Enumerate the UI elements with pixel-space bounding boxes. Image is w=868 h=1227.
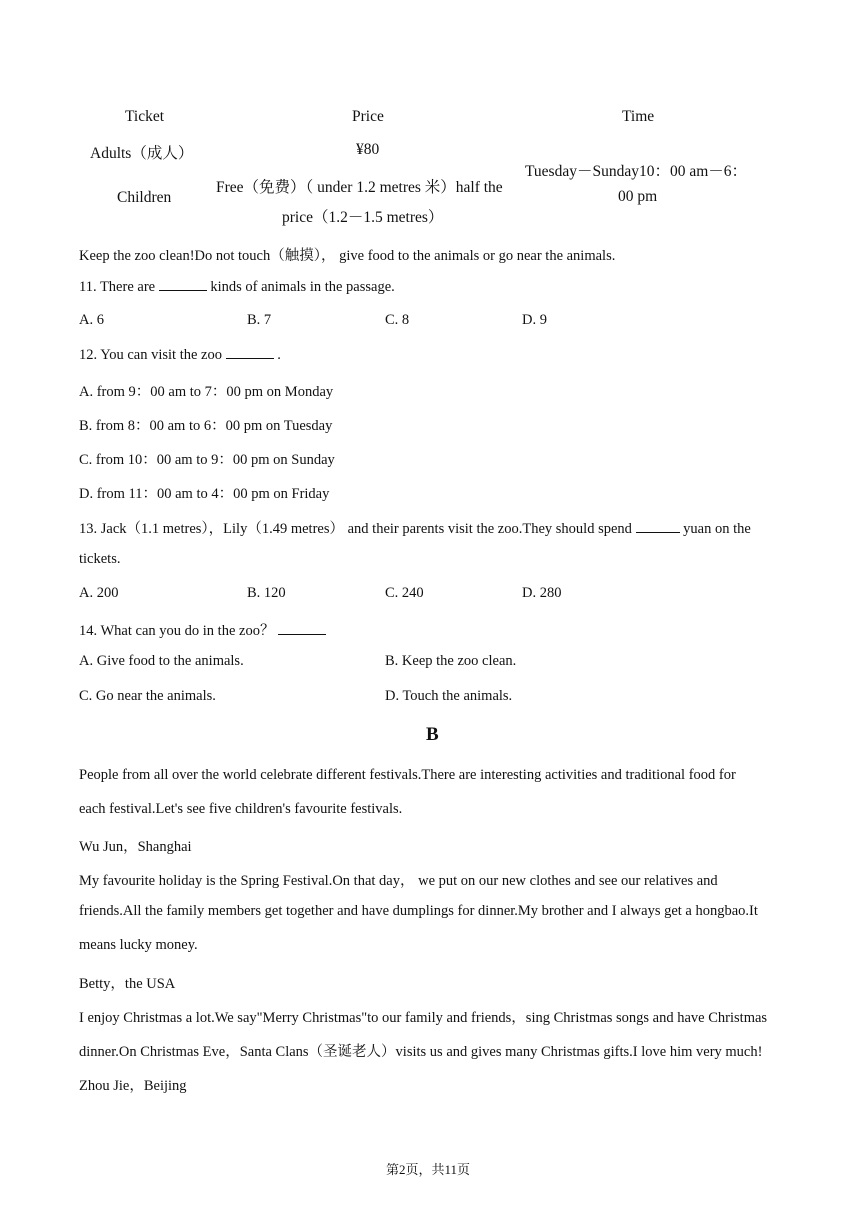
q12-stem-after: . bbox=[277, 347, 281, 363]
section-heading: B bbox=[426, 724, 439, 745]
q13-stem-before: 13. Jack（1.1 metres），Lily（1.49 metres） and their parents visit the zoo.They should spend bbox=[79, 521, 632, 537]
speaker-wu-jun: Wu Jun，Shanghai bbox=[79, 839, 192, 855]
question-13 bbox=[79, 517, 751, 538]
page-number: 第2页，共11页 bbox=[386, 1162, 471, 1177]
answer-blank bbox=[278, 622, 326, 635]
header-time: Time bbox=[622, 108, 655, 125]
intro-line1: People from all over the world celebrate different festivals.There are interesting activities and traditional food for bbox=[79, 767, 736, 783]
children-price-line1: Free（免费）（ under 1.2 metres 米）half the bbox=[216, 179, 503, 196]
q13-option-b: B. 120 bbox=[247, 585, 286, 601]
q12-option-c: C. from 10：00 am to 9：00 pm on Sunday bbox=[79, 452, 335, 468]
betty-line1: I enjoy Christmas a lot.We say"Merry Christmas"to our family and friends，sing Christmas songs and have Christmas bbox=[79, 1010, 768, 1026]
answer-blank bbox=[636, 520, 680, 533]
question-12 bbox=[79, 346, 281, 364]
q12-option-a: A. from 9：00 am to 7：00 pm on Monday bbox=[79, 384, 334, 400]
q11-option-d: D. 9 bbox=[522, 312, 547, 328]
q11-option-b: B. 7 bbox=[247, 312, 272, 328]
q14-option-d: D. Touch the animals. bbox=[385, 688, 513, 704]
header-ticket: Ticket bbox=[125, 108, 165, 125]
wu-line1: My favourite holiday is the Spring Festival.On that day， we put on our new clothes and see our relatives and bbox=[79, 873, 718, 889]
betty-line2: dinner.On Christmas Eve，Santa Clans（圣诞老人）visits us and gives many Christmas gifts.I love him very much! bbox=[79, 1044, 763, 1060]
q13-stem-line2: tickets. bbox=[79, 551, 121, 567]
answer-blank bbox=[159, 278, 207, 291]
q11-option-c: C. 8 bbox=[385, 312, 410, 328]
q14-option-c: C. Go near the animals. bbox=[79, 688, 216, 704]
q13-option-a: A. 200 bbox=[79, 585, 119, 601]
children-label: Children bbox=[117, 189, 172, 206]
q13-option-c: C. 240 bbox=[385, 585, 424, 601]
adults-price: ¥80 bbox=[356, 141, 380, 158]
q13-stem-after: yuan on the bbox=[683, 521, 751, 537]
zoo-rules: Keep the zoo clean!Do not touch（触摸）， give food to the animals or go near the animals. bbox=[79, 248, 616, 264]
question-14 bbox=[79, 619, 326, 640]
speaker-zhou-jie: Zhou Jie，Beijing bbox=[79, 1078, 187, 1094]
q14-stem: 14. What can you do in the zoo？ bbox=[79, 623, 275, 639]
q13-option-d: D. 280 bbox=[522, 585, 562, 601]
header-price: Price bbox=[352, 108, 384, 125]
wu-line3: means lucky money. bbox=[79, 937, 198, 953]
speaker-betty: Betty，the USA bbox=[79, 976, 176, 992]
answer-blank bbox=[226, 346, 274, 359]
q11-stem-before: 11. There are bbox=[79, 279, 156, 295]
q11-stem-after: kinds of animals in the passage. bbox=[210, 279, 395, 295]
q11-option-a: A. 6 bbox=[79, 312, 104, 328]
q14-option-a: A. Give food to the animals. bbox=[79, 653, 244, 669]
time-line1: Tuesday－Sunday10：00 am－6： bbox=[525, 163, 748, 180]
q12-option-b: B. from 8：00 am to 6：00 pm on Tuesday bbox=[79, 418, 333, 434]
intro-line2: each festival.Let's see five children's favourite festivals. bbox=[79, 801, 403, 817]
time-line2: 00 pm bbox=[618, 188, 658, 205]
adults-label: Adults（成人） bbox=[90, 145, 194, 162]
q12-stem-before: 12. You can visit the zoo bbox=[79, 347, 222, 363]
children-price-line2: price（1.2－1.5 metres） bbox=[282, 209, 444, 226]
wu-line2: friends.All the family members get together and have dumplings for dinner.My brother and I always get a hongbao.It bbox=[79, 903, 758, 919]
q12-option-d: D. from 11：00 am to 4：00 pm on Friday bbox=[79, 486, 330, 502]
question-11 bbox=[79, 278, 395, 296]
q14-option-b: B. Keep the zoo clean. bbox=[385, 653, 517, 669]
